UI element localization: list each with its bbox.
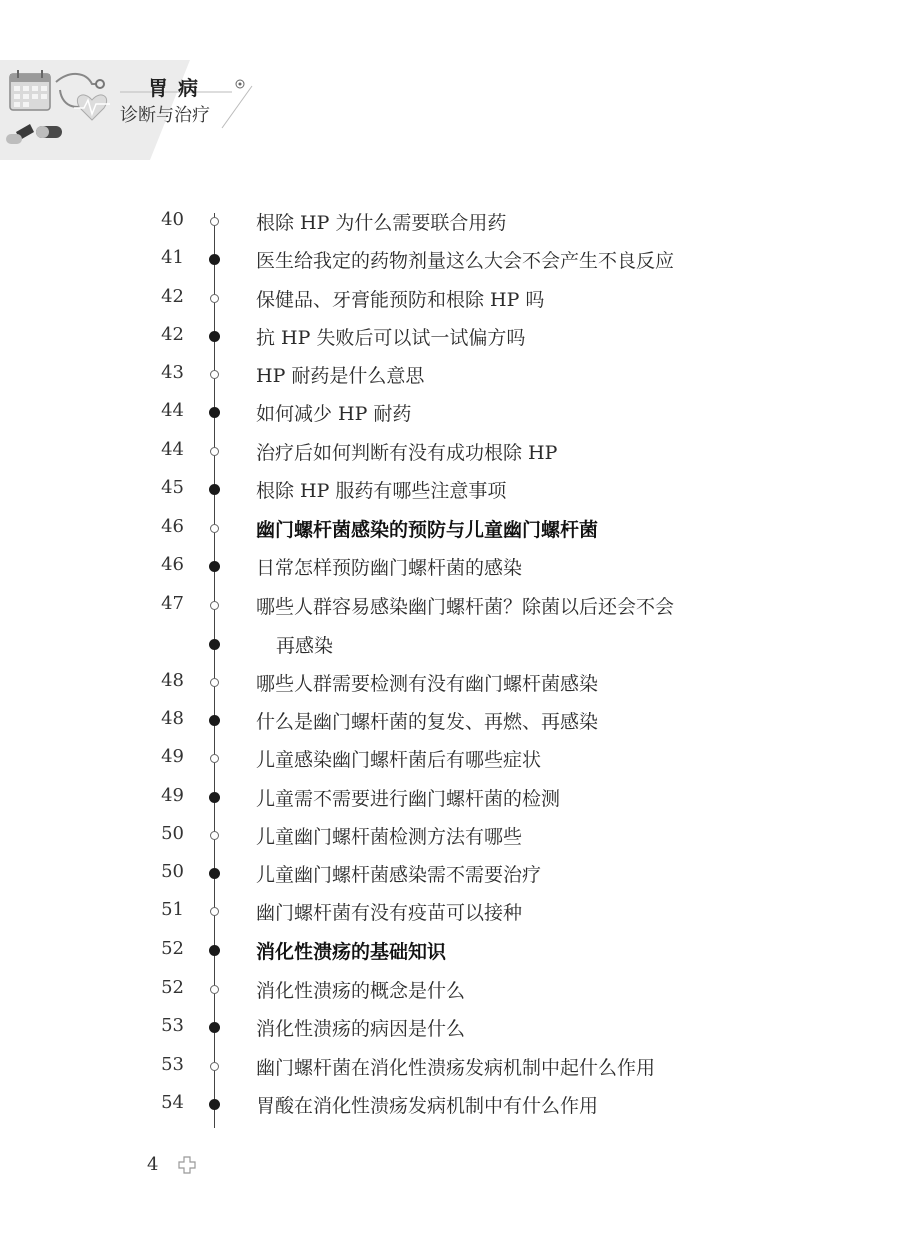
toc-section-heading[interactable] <box>0 932 900 970</box>
toc-item[interactable] <box>0 817 900 855</box>
toc-page-number: 53 <box>161 1054 184 1075</box>
page-number: 4 <box>147 1154 159 1175</box>
toc-page-number: 47 <box>161 593 184 614</box>
toc-item[interactable] <box>0 318 900 356</box>
toc-page-number: 46 <box>161 554 184 575</box>
toc-title: 哪些人群需要检测有没有幽门螺杆菌感染 <box>256 673 599 695</box>
timeline-open-dot-icon <box>210 524 219 533</box>
toc-title: 抗 HP 失败后可以试一试偏方吗 <box>256 327 526 349</box>
toc-page-number: 53 <box>161 1015 184 1036</box>
timeline-filled-dot-icon <box>209 1099 220 1110</box>
header-illustration <box>0 0 260 160</box>
toc-section-heading[interactable] <box>0 510 900 548</box>
toc-item[interactable] <box>0 356 900 394</box>
timeline-filled-dot-icon <box>209 331 220 342</box>
timeline-open-dot-icon <box>210 447 219 456</box>
calendar-icon <box>10 70 50 110</box>
header-subtitle: 诊断与治疗 <box>120 105 210 126</box>
timeline-open-dot-icon <box>210 678 219 687</box>
toc-page-number: 42 <box>161 324 184 345</box>
toc-item[interactable] <box>0 203 900 241</box>
toc-page-number: 50 <box>161 861 184 882</box>
toc-item[interactable] <box>0 587 900 625</box>
toc-item[interactable] <box>0 702 900 740</box>
timeline-open-dot-icon <box>210 370 219 379</box>
toc-title: 儿童需不需要进行幽门螺杆菌的检测 <box>256 788 561 810</box>
toc-title: 保健品、牙膏能预防和根除 HP 吗 <box>256 289 545 311</box>
toc-title: 儿童幽门螺杆菌感染需不需要治疗 <box>256 864 542 886</box>
toc-title: 儿童感染幽门螺杆菌后有哪些症状 <box>256 749 542 771</box>
timeline-filled-dot-icon <box>209 254 220 265</box>
toc-title: 根除 HP 服药有哪些注意事项 <box>256 480 507 502</box>
toc-title: 医生给我定的药物剂量这么大会不会产生不良反应 <box>256 250 675 272</box>
toc-page-number: 44 <box>161 439 184 460</box>
toc-item[interactable] <box>0 433 900 471</box>
toc-page-number: 49 <box>161 785 184 806</box>
timeline-filled-dot-icon <box>209 639 220 650</box>
toc-item[interactable] <box>0 893 900 931</box>
toc-title: 消化性溃疡的病因是什么 <box>256 1018 466 1040</box>
timeline-open-dot-icon <box>210 985 219 994</box>
toc-page-number: 41 <box>161 247 184 268</box>
toc-page-number: 54 <box>161 1092 184 1113</box>
toc-item[interactable] <box>0 241 900 279</box>
toc-item[interactable] <box>0 971 900 1009</box>
toc-page-number: 49 <box>161 746 184 767</box>
toc-item[interactable] <box>0 1048 900 1086</box>
toc-item[interactable] <box>0 740 900 778</box>
toc-title: 什么是幽门螺杆菌的复发、再燃、再感染 <box>256 711 599 733</box>
timeline-open-dot-icon <box>210 217 219 226</box>
page-header <box>0 0 900 160</box>
timeline-filled-dot-icon <box>209 792 220 803</box>
toc-title: 幽门螺杆菌在消化性溃疡发病机制中起什么作用 <box>256 1057 656 1079</box>
toc-title: 治疗后如何判断有没有成功根除 HP <box>256 442 558 464</box>
timeline-filled-dot-icon <box>209 484 220 495</box>
toc-page-number: 52 <box>161 977 184 998</box>
toc-page-number: 50 <box>161 823 184 844</box>
toc-page-number: 40 <box>161 209 184 230</box>
timeline-filled-dot-icon <box>209 407 220 418</box>
toc-page-number: 48 <box>161 708 184 729</box>
toc-title: 日常怎样预防幽门螺杆菌的感染 <box>256 557 523 579</box>
toc-title: 根除 HP 为什么需要联合用药 <box>256 212 507 234</box>
toc-item[interactable] <box>0 855 900 893</box>
timeline-open-dot-icon <box>210 294 219 303</box>
toc-title: 消化性溃疡的概念是什么 <box>256 980 466 1002</box>
toc-item[interactable] <box>0 548 900 586</box>
toc-page-number: 51 <box>161 899 184 920</box>
toc-title: 幽门螺杆菌感染的预防与儿童幽门螺杆菌 <box>256 519 599 541</box>
timeline-filled-dot-icon <box>209 945 220 956</box>
header-title: 胃病 <box>148 76 208 100</box>
toc-page-number: 42 <box>161 286 184 307</box>
timeline-filled-dot-icon <box>209 715 220 726</box>
toc-title: 幽门螺杆菌有没有疫苗可以接种 <box>256 902 523 924</box>
toc-page-number: 48 <box>161 670 184 691</box>
timeline-filled-dot-icon <box>209 1022 220 1033</box>
toc-item[interactable] <box>0 394 900 432</box>
toc-item[interactable] <box>0 664 900 702</box>
toc-title: 如何减少 HP 耐药 <box>256 403 412 425</box>
timeline-open-dot-icon <box>210 601 219 610</box>
cross-icon <box>178 1156 196 1174</box>
toc-page-number: 45 <box>161 477 184 498</box>
timeline-open-dot-icon <box>210 831 219 840</box>
toc-title: 哪些人群容易感染幽门螺杆菌？除菌以后还会不会 <box>256 596 675 618</box>
toc-title: HP 耐药是什么意思 <box>256 365 425 387</box>
timeline-open-dot-icon <box>210 754 219 763</box>
timeline-open-dot-icon <box>210 1062 219 1071</box>
toc-item[interactable] <box>0 1086 900 1124</box>
toc-item[interactable] <box>0 1009 900 1047</box>
timeline-open-dot-icon <box>210 907 219 916</box>
timeline-filled-dot-icon <box>209 868 220 879</box>
toc-title: 儿童幽门螺杆菌检测方法有哪些 <box>256 826 523 848</box>
toc-title: 胃酸在消化性溃疡发病机制中有什么作用 <box>256 1095 599 1117</box>
toc-item[interactable] <box>0 471 900 509</box>
toc-page-number: 46 <box>161 516 184 537</box>
toc-page-number: 44 <box>161 400 184 421</box>
toc-item-continuation[interactable] <box>0 626 900 664</box>
toc-page-number: 43 <box>161 362 184 383</box>
toc-title: 消化性溃疡的基础知识 <box>256 941 447 963</box>
toc-item[interactable] <box>0 280 900 318</box>
toc-item[interactable] <box>0 779 900 817</box>
toc-page-number: 52 <box>161 938 184 959</box>
timeline-filled-dot-icon <box>209 561 220 572</box>
toc-title: 再感染 <box>276 635 334 657</box>
